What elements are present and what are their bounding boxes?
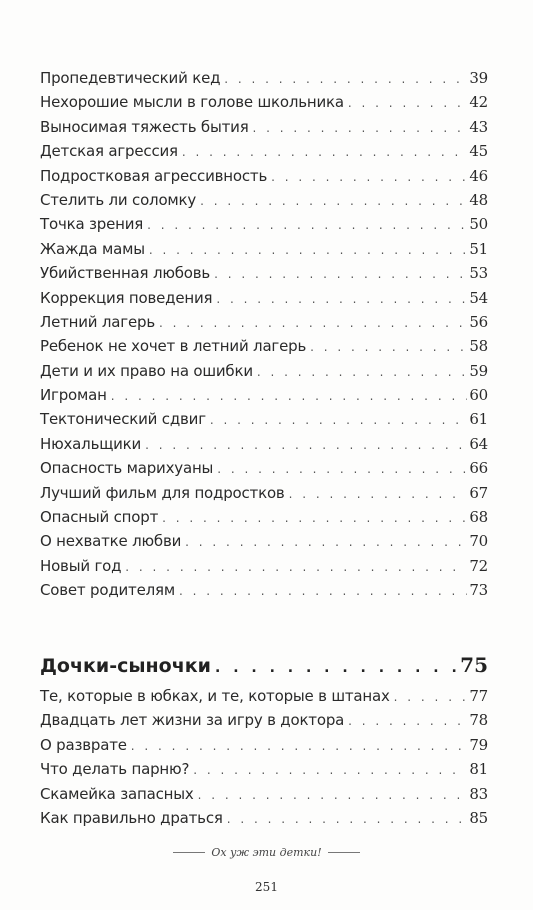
toc-entry-page: 83 <box>469 784 488 803</box>
toc-entry <box>40 757 488 781</box>
dot-leader <box>253 116 468 140</box>
toc-entry <box>40 383 488 407</box>
toc-entry-title: Ребенок не хочет в летний лагерь <box>40 337 307 356</box>
dot-leader <box>348 91 467 115</box>
dot-leader <box>198 783 468 807</box>
toc-entry-page: 68 <box>469 508 488 527</box>
toc-entry-page: 43 <box>469 117 488 136</box>
toc-entry-title: Нехорошие мысли в голове школьника <box>40 93 344 112</box>
toc-entry <box>40 432 488 456</box>
toc-entry <box>40 708 488 732</box>
toc-entry <box>40 139 488 163</box>
section-entries <box>40 684 488 830</box>
toc-entry-title: Выносимая тяжесть бытия <box>40 117 249 136</box>
footer-rule-right <box>328 852 360 853</box>
toc-entry-page: 72 <box>469 556 488 575</box>
dot-leader <box>145 433 467 457</box>
toc-entry-title: Опасный спорт <box>40 508 159 527</box>
toc-entry-title: Подростковая агрессивность <box>40 166 268 185</box>
dot-leader <box>257 360 467 384</box>
dot-leader <box>215 653 458 683</box>
dot-leader <box>227 807 468 831</box>
toc-entry-title: Те, которые в юбках, и те, которые в штанах <box>40 687 390 705</box>
toc-entry <box>40 188 488 212</box>
toc-entry <box>40 261 488 285</box>
toc-entry-title: Дети и их право на ошибки <box>40 361 253 380</box>
dot-leader <box>289 482 468 506</box>
toc-entry <box>40 237 488 261</box>
dot-leader <box>200 189 467 213</box>
toc-entry-page: 70 <box>469 532 488 551</box>
toc-entry-title: Точка зрения <box>40 215 144 234</box>
toc-entry <box>40 684 488 708</box>
toc-entry-title: Пропедевтический кед <box>40 69 221 87</box>
toc-entry-page: 79 <box>469 735 488 754</box>
toc-entry-page: 50 <box>469 215 488 234</box>
section-heading <box>40 650 488 680</box>
toc-entry-title: Скамейка запасных <box>40 784 194 803</box>
dot-leader <box>147 213 467 237</box>
toc-entry <box>40 359 488 383</box>
dot-leader <box>111 384 468 408</box>
dot-leader <box>179 579 467 603</box>
toc-entry-page: 61 <box>469 410 488 429</box>
toc-entry-page: 45 <box>469 142 488 161</box>
toc-entry-page: 85 <box>469 808 488 827</box>
dot-leader <box>149 238 467 262</box>
toc-entry-title: Как правильно драться <box>40 808 223 827</box>
toc-entry-title: Стелить ли соломку <box>40 190 197 209</box>
toc-entry <box>40 286 488 310</box>
dot-leader <box>224 67 467 91</box>
toc-entry-page: 48 <box>469 190 488 209</box>
toc-entry <box>40 212 488 236</box>
toc-entry <box>40 90 488 114</box>
page-number: 251 <box>255 880 278 894</box>
toc-entry-title: Тектонический сдвиг <box>40 410 206 429</box>
table-of-contents <box>40 66 488 603</box>
dot-leader <box>131 734 468 758</box>
toc-entry-page: 39 <box>469 69 488 87</box>
toc-entry-title: О разврате <box>40 735 127 754</box>
toc-entry-page: 46 <box>469 166 488 185</box>
toc-entry-title: Убийственная любовь <box>40 264 211 283</box>
dot-leader <box>217 457 467 481</box>
dot-leader <box>216 287 467 311</box>
toc-entry-title: О нехватке любви <box>40 532 182 551</box>
footer-rule-left <box>173 852 205 853</box>
toc-entry <box>40 334 488 358</box>
toc-entry-title: Двадцать лет жизни за игру в доктора <box>40 711 345 730</box>
toc-entry <box>40 310 488 334</box>
dot-leader <box>271 165 467 189</box>
toc-entry <box>40 456 488 480</box>
toc-entry <box>40 115 488 139</box>
dot-leader <box>310 335 467 359</box>
toc-entry-page: 53 <box>469 264 488 283</box>
toc-entry <box>40 578 488 602</box>
dot-leader <box>159 311 467 335</box>
toc-entry-title: Что делать парню? <box>40 760 190 779</box>
toc-entry-title: Нюхальщики <box>40 434 142 453</box>
toc-entry <box>40 66 488 90</box>
toc-entry-title: Летний лагерь <box>40 312 155 331</box>
section-title: Дочки-сыночки <box>40 655 211 677</box>
toc-entry-title: Коррекция поведения <box>40 288 213 307</box>
running-title: Ох уж эти детки! <box>211 846 322 859</box>
dot-leader <box>210 408 467 432</box>
dot-leader <box>214 262 467 286</box>
toc-entry-page: 78 <box>469 711 488 730</box>
toc-entry-page: 51 <box>469 239 488 258</box>
toc-entry <box>40 164 488 188</box>
toc-entry-title: Жажда мамы <box>40 239 145 258</box>
dot-leader <box>193 758 467 782</box>
toc-entry-page: 77 <box>469 687 488 705</box>
toc-entry-page: 58 <box>469 337 488 356</box>
toc-entry-page: 54 <box>469 288 488 307</box>
toc-entry <box>40 481 488 505</box>
toc-entry-title: Игроман <box>40 386 107 405</box>
toc-entry <box>40 782 488 806</box>
running-footer <box>0 846 533 859</box>
toc-entry <box>40 407 488 431</box>
toc-entry-title: Детская агрессия <box>40 142 178 161</box>
dot-leader <box>348 709 467 733</box>
toc-entry-title: Новый год <box>40 556 122 575</box>
toc-entry <box>40 505 488 529</box>
dot-leader <box>182 140 467 164</box>
toc-entry-page: 64 <box>469 434 488 453</box>
toc-entry-title: Лучший фильм для подростков <box>40 483 285 502</box>
section-page-number: 75 <box>460 653 488 677</box>
dot-leader <box>185 530 467 554</box>
toc-entry <box>40 733 488 757</box>
toc-entry-title: Опасность марихуаны <box>40 459 214 478</box>
toc-entry-page: 73 <box>469 581 488 600</box>
toc-entry-page: 66 <box>469 459 488 478</box>
dot-leader <box>394 685 468 709</box>
toc-entry-page: 59 <box>469 361 488 380</box>
toc-entry-page: 67 <box>469 483 488 502</box>
toc-entry-page: 56 <box>469 312 488 331</box>
toc-entry-title: Совет родителям <box>40 581 175 600</box>
toc-entry-page: 42 <box>469 93 488 112</box>
toc-section <box>40 650 488 830</box>
toc-entry <box>40 554 488 578</box>
dot-leader <box>162 506 467 530</box>
toc-entry-page: 60 <box>469 386 488 405</box>
toc-entry <box>40 806 488 830</box>
toc-entry-page: 81 <box>469 760 488 779</box>
toc-entry <box>40 529 488 553</box>
dot-leader <box>125 555 467 579</box>
